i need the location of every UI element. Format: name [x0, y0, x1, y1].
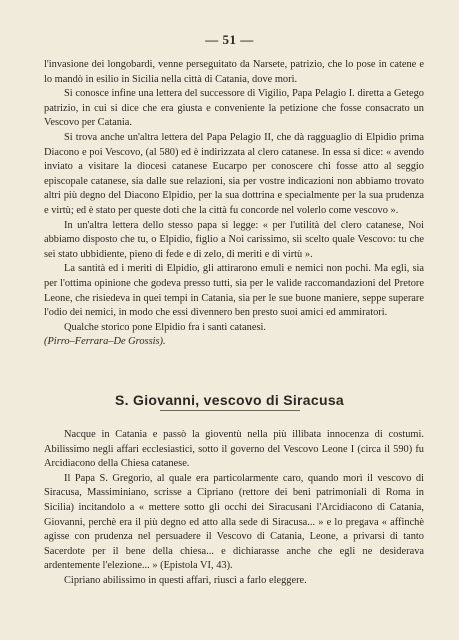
paragraph: Nacque in Catania e passò la gioventù nella più illibata innocenza di costumi. Abilissimo negli affari ecclesiastici, sotto il governo del Vescovo Leone I (circa il 590) fu Arcidiacono della Chiesa catanese.: [44, 429, 424, 470]
page-number: — 51 —: [205, 32, 254, 47]
paragraph: Cipriano abilissimo in questi affari, riuscì a farlo eleggere.: [64, 574, 307, 586]
paragraph: Il Papa S. Gregorio, al quale era particolarmente caro, quando morì il vescovo di Siracusa, Massiminiano, scrisse a Cipriano (rettore dei beni patrimoniali di Roma in Sicilia) incitandolo a « mettere sotto gli occhi dei Siracusani l'Arcidiacono di Catania, Giovanni, perchè era il più degno ed atto alla sede di Siracusa... » e lo pregava « affinchè agisse con prudenza nel persuadere il Vescovo di Catania, Leone, a privarsi di tanto Sacerdote per il bene della chiesa... e dichiarasse anche che egli ne desiderava ardentemente l'elezione... » (Epistola VI, 43).: [44, 472, 424, 572]
body-text-bottom: [44, 428, 424, 589]
section-heading: [0, 392, 459, 411]
paragraph: In un'altra lettera dello stesso papa si legge: « per l'utilità del clero catanese, Noi abbiamo disposto che tu, o Elpidio, figlio a Noi carissimo, sii scelto quale Vescovo: tu che sei stato ubbidiente, pieno di fede e di zelo, di meriti e di virtù ».: [44, 219, 424, 260]
paragraph: La santità ed i meriti di Elpidio, gli attirarono emuli e nemici non pochi. Ma egli, sia per l'ottima opinione che godeva presso tutti, sia per le valide raccomandazioni del Pretore Leone, che risiedeva in quei tempi in Catania, sia per le sue buone maniere, seppe superare l'odio dei nemici, in modo che essi divennero ben presto suoi amici ed ammiratori.: [44, 263, 424, 319]
body-text-top: [44, 58, 424, 350]
paragraph: Qualche storico pone Elpidio fra i santi catanesi.: [64, 321, 266, 333]
paragraph: Si conosce infine una lettera del successore di Vigilio, Papa Pelagio I. diretta a Getego patrizio, in cui si dice che era giusta e conveniente la petizione che fosse consacrato un Vescovo per Catania.: [44, 88, 424, 129]
section-title-text: S. Giovanni, vescovo di Siracusa: [114, 392, 345, 408]
paragraph: l'invasione dei longobardi, venne perseguitato da Narsete, patrizio, che lo pose in catene e lo mandò in esilio in Sicilia nella città di Catania, dove morì.: [44, 59, 424, 85]
citation: (Pirro–Ferrara–De Grossis).: [44, 336, 166, 348]
title-underline: [160, 410, 300, 411]
paragraph: Si trova anche un'altra lettera del Papa Pelagio II, che dà ragguaglio di Elpidio prima Diacono e poi Vescovo, (al 580) ed è indirizzata al clero catanese. In essa si dice: « avendo inviato a visitare la diocesi catanese Eucarpo per conoscere chi fosse atto al seggio episcopale catanese, sia dalle sue relazioni, sia per vostre indicazioni non abbiamo trovato altri più degno del Diacono Elpidio, per la sua dottrina e specialmente per la sua prudenza e virtù; ed è stato per queste doti che la città fu concorde nel volerlo come vescovo ».: [44, 131, 424, 216]
